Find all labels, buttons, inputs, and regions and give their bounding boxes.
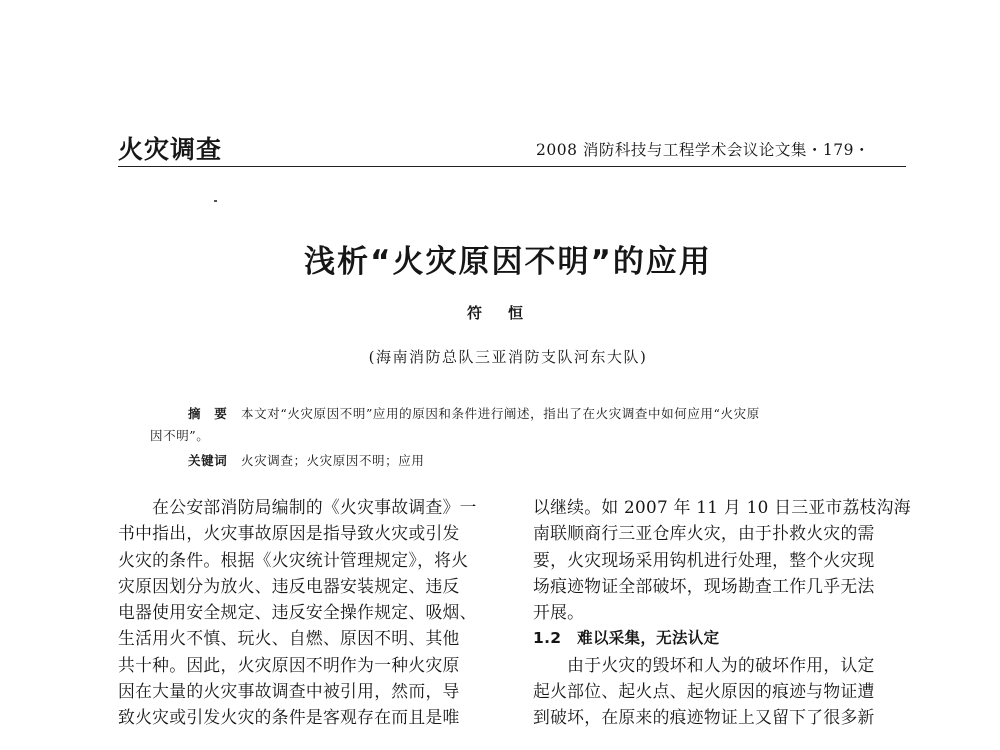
body-line: 致火灾或引发火灾的条件是客观存在而且是唯	[118, 707, 460, 728]
body-line: 灾原因划分为放火、违反电器安装规定、违反	[118, 575, 460, 596]
running-head: 2008 消防科技与工程学术会议论文集・179・	[536, 141, 870, 159]
body-line: 要，火灾现场采用钩机进行处理，整个火灾现	[533, 549, 875, 570]
keywords-label: 关键词	[188, 453, 228, 468]
body-line: 起火部位、起火点、起火原因的痕迹与物证遭	[533, 681, 875, 702]
body-line: 南联顺商行三亚仓库火灾，由于扑救火灾的需	[533, 523, 875, 544]
body-line: 因在大量的火灾事故调查中被引用，然而，导	[118, 681, 460, 702]
left-column	[118, 494, 500, 731]
body-line: 场痕迹物证全部破坏，现场勘查工作几乎无法	[533, 575, 875, 596]
body-line: 电器使用安全规定、违反安全操作规定、吸烟、	[118, 602, 477, 623]
body-line: 书中指出，火灾事故原因是指导致火灾或引发	[118, 523, 460, 544]
body-line: 到破坏，在原来的痕迹物证上又留下了很多新	[533, 707, 875, 728]
article-title: 浅析“火灾原因不明”的应用	[304, 244, 712, 280]
body-line: 以继续。如 2007 年 11 月 10 日三亚市荔枝沟海	[533, 497, 911, 517]
right-column	[533, 494, 911, 731]
article-author: 符恒	[466, 304, 549, 322]
body-line: 开展。	[533, 602, 585, 623]
abstract-second-line	[150, 425, 880, 447]
body-line: 在公安部消防局编制的《火灾事故调查》一	[118, 497, 477, 517]
stray-mark	[214, 200, 217, 202]
abstract-text-2: 因不明”。	[150, 428, 210, 443]
abstract-text-1: 本文对“火灾原因不明”应用的原因和条件进行阐述，指出了在火灾调查中如何应用“火灾原	[241, 406, 760, 421]
keywords-text: 火灾调查；火灾原因不明；应用	[241, 453, 425, 468]
body-line: 共十种。因此，火灾原因不明作为一种火灾原	[118, 654, 460, 675]
body-line: 火灾的条件。根据《火灾统计管理规定》，将火	[118, 549, 469, 570]
abstract	[150, 403, 880, 447]
section-heading: 1.2 难以采集，无法认定	[533, 629, 720, 648]
abstract-label: 摘 要	[188, 406, 228, 421]
section-label: 火灾调查	[118, 135, 223, 164]
body-line: 生活用火不慎、玩火、自燃、原因不明、其他	[118, 628, 460, 649]
header-rule	[118, 166, 906, 167]
keywords	[188, 451, 424, 469]
body-line: 由于火灾的毁坏和人为的破坏作用，认定	[533, 654, 875, 675]
article-affiliation: (海南消防总队三亚消防支队河东大队)	[368, 348, 648, 366]
abstract-first-line	[150, 403, 880, 425]
